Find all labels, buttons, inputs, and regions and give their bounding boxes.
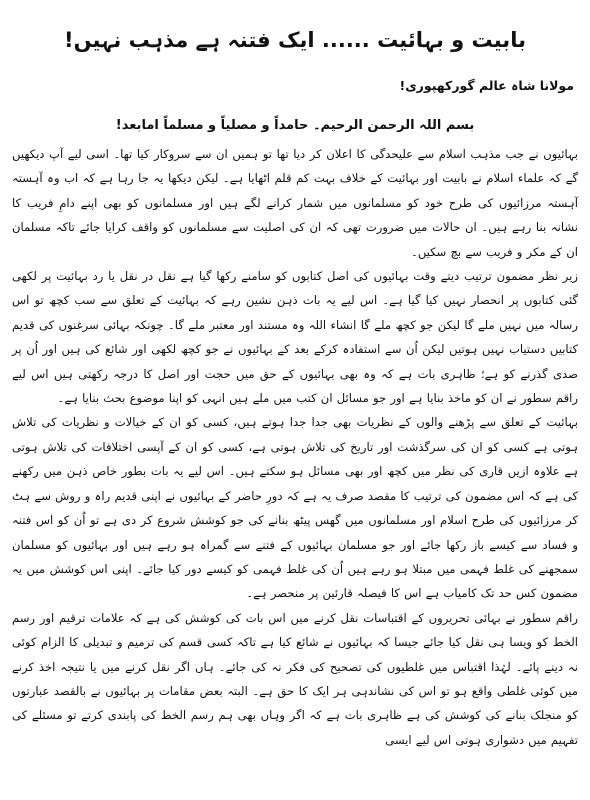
- article-title: بابیت و بہائیت ...... ایک فتنہ ہے مذہب نہیں!: [64, 28, 526, 52]
- paragraph-3: بہائیت کے تعلق سے پڑھنے والوں کے نظریات بھی جدا جدا ہوتے ہیں، کسی کو ان کے خیالات و نظریات کی تلاش ہوتی ہے کسی کو ان کی سرگذشت اور تاریخ کی تلاش ہوتی ہے، کسی کو ان کے آپسی اختلافات کی تلاش ہوتی ہے علاوہ ازیں قاری کی نظر میں کچھ اور بھی مسائل ہو سکتے ہیں۔ اس لیے یہ بات بطور خاص ذہن میں رکھنے کی ہے کہ اس مضمون کی ترتیب کا مقصد صرف یہ ہے کہ دورِ حاضر کے بہائیوں نے اپنی قدیم راہ و روش سے ہٹ کر مرزائیوں کی طرح اسلام اور مسلمانوں میں گھس پیٹھ بنانے کی جو کوشش شروع کر دی ہے تو اُن کو اس فتنہ و فساد سے کیسے باز رکھا جائے اور جو مسلمان بہائیوں کے فتنے سے گمراہ ہو رہے ہیں اور بہائیوں کو مسلمان سمجھنے کی غلط فہمی میں مبتلا ہو رہے ہیں اُن کی غلط فہمی کو کیسے دور کیا جائے۔ اپنی اس کوشش میں یہ مضمون کس حد تک کامیاب ہے اس کا فیصلہ قارئین پر منحصر ہے۔: [12, 415, 578, 601]
- paragraph-1: بہائیوں نے جب مذہب اسلام سے علیحدگی کا اعلان کر دیا تھا تو ہمیں ان سے سروکار کیا تھا۔ اسی لیے آپ دیکھیں گے کہ علماء اسلام نے بابیت اور بہائیت کے خلاف بہت کم قلم اٹھایا ہے۔ لیکن دیکھا یہ جا رہا ہے کہ اب وہ آہستہ آہستہ مرزائیوں کی طرح خود کو مسلمانوں میں شمار کرانے لگے ہیں اور مسلمانوں کو بھی اپنے دامِ فریب کا نشانہ بنا رہے ہیں۔ ان حالات میں ضرورت تھی کہ ان کی اصلیت سے مسلمانوں کو واقف کرایا جائے تاکہ مسلمان ان کے مکر و فریب سے بچ سکیں۔: [12, 147, 578, 259]
- author-name: مولانا شاہ عالم گورکھپوری!: [399, 78, 574, 93]
- bismillah-line: بسم اللہ الرحمن الرحیم۔ حامداً و مصلیاً و مسلماً امابعد!: [115, 118, 475, 133]
- paragraph-4: راقم سطور نے بہائی تحریروں کے اقتباسات نقل کرنے میں اس بات کی کوشش کی ہے کہ علامات ترقیم اور رسم الخط کو ویسا ہی نقل کیا جائے جیسا کہ بہائیوں نے شائع کیا ہے تاکہ کسی قسم کی ترمیم و تبدیلی کا الزام کوئی نہ دینے پائے۔ لہٰذا اقتباس میں غلطیوں کی تصحیح کی فکر نہ کی جائے۔ ہاں اگر نقل کرنے میں یا نتیجہ اخذ کرنے میں کوئی غلطی واقع ہو تو اس کی نشاندہی ہر ایک کا حق ہے۔ البتہ بعض مقامات پر بہائیوں نے بالقصد عبارتوں کو منجلک بنانے کی کوشش کی ہے ظاہری بات ہے کہ اگر وہاں بھی ہم رسم الخط کی پابندی کرتے تو مسئلے کی تفہیم میں دشواری ہوتی اس لیے ایسی: [12, 610, 578, 747]
- article-body: [12, 142, 578, 752]
- paragraph-2: زیر نظر مضمون ترتیب دیتے وقت بہائیوں کی اصل کتابوں کو سامنے رکھا گیا ہے نقل در نقل یا رد بہائیت پر لکھی گئی کتابوں پر انحصار نہیں کیا گیا ہے۔ اس لیے یہ بات ذہن نشین رہے کہ بہائیت کے تعلق سے سب کچھ تو اس رسالہ میں نہیں ملے گا لیکن جو کچھ ملے گا انشاء اللہ وہ مستند اور معتبر ملے گا۔ چونکہ بہائی سرغنوں کی قدیم کتابیں دستیاب نہیں ہوتیں لیکن اُن سے استفادہ کرکے بعد کے بہائیوں نے جو کچھ لکھی اور شائع کی ہیں اور اُن پر صدی گذرنے کو ہے؛ ظاہری بات ہے کہ وہ بھی بہائیوں کے حق میں حجت اور اصل کا درجہ رکھتی ہیں اس لیے راقم سطور نے ان کو ماخذ بنایا ہے اور جو مسائل ان کتب میں ملے ہیں انہی کو اپنا موضوع بحث بنایا ہے۔: [12, 269, 578, 406]
